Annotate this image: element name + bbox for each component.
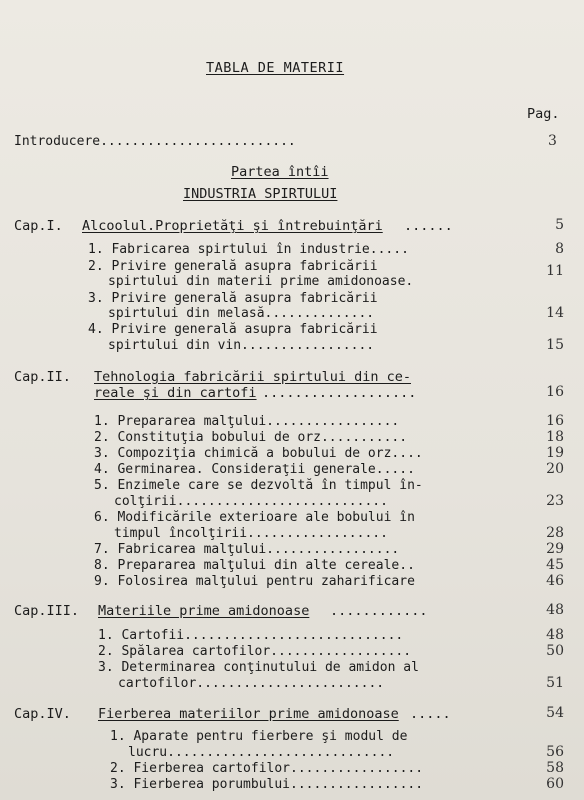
toc-line: 2. Constituţia bobului de orz........... bbox=[94, 430, 408, 445]
toc-page-number: 56 bbox=[546, 744, 564, 760]
toc-page-number: 51 bbox=[546, 675, 564, 691]
toc-line: 3. Fierberea porumbului................. bbox=[110, 777, 424, 792]
toc-line: cartofilor........................ bbox=[118, 676, 385, 691]
toc-line: colţirii........................... bbox=[114, 494, 388, 509]
toc-line: Fierberea materiilor prime amidonoase bbox=[98, 706, 399, 722]
toc-page-number: 18 bbox=[546, 429, 564, 445]
toc-line: 3. Privire generală asupra fabricării bbox=[88, 291, 378, 306]
toc-page-number: 23 bbox=[546, 493, 564, 509]
toc-page-number: 19 bbox=[546, 445, 564, 461]
part-name: INDUSTRIA SPIRTULUI bbox=[183, 186, 338, 202]
toc-page-number: 48 bbox=[546, 627, 564, 643]
toc-line: 1. Cartofii............................ bbox=[98, 628, 404, 643]
toc-line: Materiile prime amidonoase bbox=[98, 603, 310, 619]
toc-line: Cap.III. bbox=[14, 603, 80, 619]
toc-page-number: 20 bbox=[546, 461, 564, 477]
toc-line: Cap.I. bbox=[14, 218, 63, 234]
toc-line: spirtului din vin................. bbox=[108, 338, 375, 353]
toc-page-number: 16 bbox=[546, 413, 564, 429]
toc-page-number: 54 bbox=[546, 705, 564, 721]
toc-line: 5. Enzimele care se dezvoltă în timpul în- bbox=[94, 478, 423, 493]
toc-line: 2. Fierberea cartofilor................. bbox=[110, 761, 424, 776]
toc-line: ................... bbox=[262, 385, 417, 401]
page-column-label: Pag. bbox=[527, 106, 560, 122]
toc-page-number: 29 bbox=[546, 541, 564, 557]
toc-line: timpul încolţirii.................. bbox=[114, 526, 388, 541]
toc-page-number: 60 bbox=[546, 776, 564, 792]
toc-line: 4. Privire generală asupra fabricării bbox=[88, 322, 378, 337]
toc-line: 9. Folosirea malţului pentru zaharificare bbox=[94, 574, 415, 589]
toc-line: 1. Fabricarea spirtului în industrie..... bbox=[88, 242, 409, 257]
toc-line: 2. Privire generală asupra fabricării bbox=[88, 259, 378, 274]
toc-line: 6. Modificările exterioare ale bobului în bbox=[94, 510, 415, 525]
toc-page-number: 58 bbox=[546, 760, 564, 776]
toc-page-number: 46 bbox=[546, 573, 564, 589]
toc-page-number: 50 bbox=[546, 643, 564, 659]
toc-line: ............ bbox=[330, 603, 428, 619]
toc-line: ..... bbox=[410, 706, 451, 722]
toc-line: 4. Germinarea. Consideraţii generale..... bbox=[94, 462, 415, 477]
toc-line: 8. Prepararea malţului din alte cereale.. bbox=[94, 558, 415, 573]
toc-entry-introducere: Introducere......................... bbox=[14, 134, 296, 149]
toc-page-number: 11 bbox=[546, 263, 564, 279]
toc-line: 1. Prepararea malţului................. bbox=[94, 414, 400, 429]
toc-line: Cap.II. bbox=[14, 369, 71, 385]
toc-line: lucru............................. bbox=[128, 745, 395, 760]
toc-page-introducere: 3 bbox=[548, 133, 557, 149]
toc-line: 1. Aparate pentru fierbere şi modul de bbox=[110, 729, 408, 744]
toc-line: Alcoolul.Proprietăţi şi întrebuinţări bbox=[82, 218, 383, 234]
toc-page-number: 15 bbox=[546, 337, 564, 353]
toc-page-number: 16 bbox=[546, 384, 564, 400]
toc-line: spirtului din melasă.............. bbox=[108, 306, 375, 321]
toc-line: 2. Spălarea cartofilor.................. bbox=[98, 644, 412, 659]
toc-page-number: 45 bbox=[546, 557, 564, 573]
toc-line: Cap.IV. bbox=[14, 706, 71, 722]
toc-page-number: 48 bbox=[546, 602, 564, 618]
toc-line: 3. Determinarea conţinutului de amidon al bbox=[98, 660, 419, 675]
toc-line: reale şi din cartofi bbox=[94, 385, 257, 401]
toc-line: 3. Compoziţia chimică a bobului de orz.... bbox=[94, 446, 423, 461]
part-label: Partea întîi bbox=[231, 164, 329, 180]
toc-page-number: 28 bbox=[546, 525, 564, 541]
toc-line: ...... bbox=[404, 218, 453, 234]
toc-page-number: 8 bbox=[555, 241, 564, 257]
toc-line: 7. Fabricarea malţului................. bbox=[94, 542, 400, 557]
toc-page-number: 5 bbox=[555, 217, 564, 233]
toc-line: Tehnologia fabricării spirtului din ce- bbox=[94, 369, 411, 385]
document-title: TABLA DE MATERII bbox=[206, 60, 345, 76]
toc-page-number: 14 bbox=[546, 305, 564, 321]
toc-line: spirtului din materii prime amidonoase. bbox=[108, 274, 414, 289]
